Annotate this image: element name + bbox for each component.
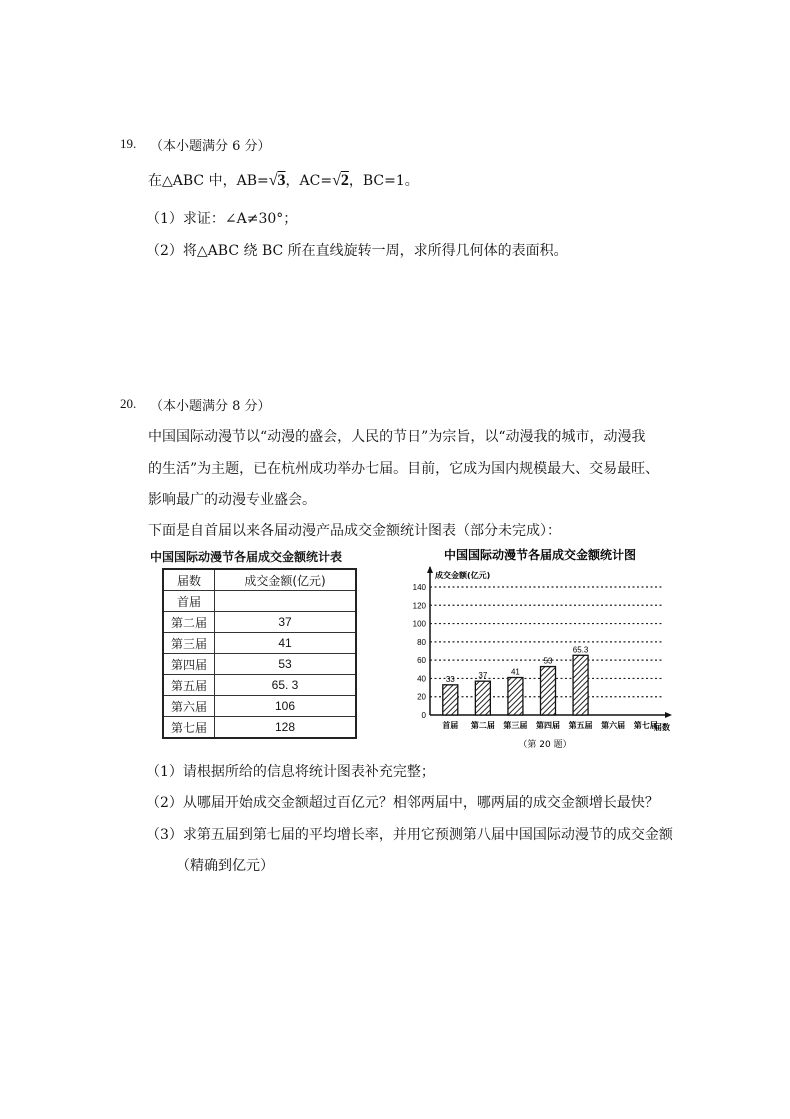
table-cell-session: 首届 xyxy=(163,591,215,612)
chart-title: 中国国际动漫节各届成交金额统计图 xyxy=(443,548,637,562)
q19-part2: （2）将△ABC 绕 BC 所在直线旋转一周，求所得几何体的表面积。 xyxy=(146,243,568,259)
chart-y-tick-label: 60 xyxy=(417,656,426,666)
chart-y-tick-label: 120 xyxy=(412,601,426,611)
table-row xyxy=(163,591,356,612)
table-cell-amount xyxy=(215,591,357,612)
table-row xyxy=(163,612,356,633)
chart-value-label: 33 xyxy=(445,674,455,684)
chart-bar xyxy=(508,678,523,715)
table-cell-amount: 65. 3 xyxy=(215,675,357,696)
q20-part3-line1: （3）求第五届到第七届的平均增长率，并用它预测第八届中国国际动漫节的成交金额 xyxy=(146,827,673,843)
chart-x-tick-label: 第四届 xyxy=(536,721,560,730)
q19-given-suffix: ，BC=1。 xyxy=(348,173,419,189)
table-cell-session: 第六届 xyxy=(163,696,215,717)
chart-bar xyxy=(475,681,490,715)
table-cell-session: 第七届 xyxy=(163,717,215,739)
table-header-cell: 成交金额(亿元) xyxy=(215,569,357,591)
q20-intro-line2: 的生活”为主题，已在杭州成功举办七届。目前，它成为国内规模最大、交易最旺、 xyxy=(148,461,660,477)
table-cell-amount: 37 xyxy=(215,612,357,633)
chart-bar xyxy=(573,655,588,715)
chart-y-tick-label: 100 xyxy=(412,619,426,629)
chart-y-tick-label: 0 xyxy=(421,711,426,720)
table-cell-amount: 128 xyxy=(215,717,357,739)
sqrt3-radicand: 3 xyxy=(277,172,286,189)
table-cell-session: 第三届 xyxy=(163,633,215,654)
q20-intro-line3: 影响最广的动漫专业盛会。 xyxy=(148,492,316,508)
chart-y-tick-label: 80 xyxy=(417,637,426,647)
chart-y-axis-arrow-icon xyxy=(427,566,433,573)
table-title: 中国国际动漫节各届成交金额统计表 xyxy=(150,550,343,564)
table-row xyxy=(163,696,356,717)
table-row xyxy=(163,717,356,739)
q20-header: （本小题满分 8 分） xyxy=(150,399,271,414)
chart-y-tick-label: 20 xyxy=(417,692,426,702)
table-row xyxy=(163,654,356,675)
table-row xyxy=(163,633,356,654)
table-cell-session: 第四届 xyxy=(163,654,215,675)
chart-xlabel: 届数 xyxy=(654,723,670,732)
q19-header: （本小题满分 6 分） xyxy=(150,139,271,154)
sqrt3-expression: √3 xyxy=(268,172,286,189)
q20-part2: （2）从哪届开始成交金额超过百亿元？相邻两届中，哪两届的成交金额增长最快？ xyxy=(146,795,659,811)
table-cell-amount: 53 xyxy=(215,654,357,675)
chart-x-tick-label: 首届 xyxy=(442,721,459,730)
q19-given-prefix: 在△ABC 中，AB= xyxy=(148,173,269,189)
chart-x-tick-label: 第三届 xyxy=(503,721,528,730)
bar-chart-svg xyxy=(400,545,690,755)
table-header-row xyxy=(163,569,356,591)
table-cell-amount: 106 xyxy=(215,696,357,717)
q20-part1: （1）请根据所给的信息将统计图表补充完整； xyxy=(146,764,435,780)
chart-y-tick-label: 40 xyxy=(417,674,426,684)
table-cell-session: 第五届 xyxy=(163,675,215,696)
chart-value-label: 53 xyxy=(543,656,553,666)
chart-x-tick-label: 第七届 xyxy=(633,721,658,730)
chart-x-axis-arrow-icon xyxy=(665,712,672,718)
q19-part1: （1）求证：∠A≠30°； xyxy=(146,211,298,227)
table-cell-session: 第二届 xyxy=(163,612,215,633)
chart-y-tick-label: 140 xyxy=(412,583,426,592)
chart-caption: （第 20 题） xyxy=(518,740,572,750)
chart-value-label: 65.3 xyxy=(572,645,589,655)
chart-x-tick-label: 第六届 xyxy=(601,721,626,730)
chart-x-tick-label: 第五届 xyxy=(568,721,593,730)
q20-part3-line2: （精确到亿元） xyxy=(176,858,274,874)
chart-value-label: 37 xyxy=(478,671,488,681)
q19-given xyxy=(148,170,419,190)
q19-number: 19. xyxy=(120,136,137,151)
q20-intro-line1: 中国国际动漫节以“动漫的盛会，人民的节日”为宗旨，以“动漫我的城市，动漫我 xyxy=(148,429,646,445)
table-cell-amount: 41 xyxy=(215,633,357,654)
table-header-cell: 届数 xyxy=(163,569,215,591)
sqrt2-expression: √2 xyxy=(332,172,349,189)
chart-value-label: 41 xyxy=(510,667,520,677)
chart-bar xyxy=(541,667,556,715)
table-row xyxy=(163,675,356,696)
q19-given-mid: ，AC= xyxy=(285,173,333,189)
stats-table xyxy=(162,568,357,739)
bar-chart xyxy=(400,545,690,755)
chart-ylabel: 成交金额(亿元) xyxy=(435,571,491,580)
q20-number: 20. xyxy=(120,396,137,411)
sqrt2-radicand: 2 xyxy=(340,172,349,189)
chart-x-tick-label: 第二届 xyxy=(470,721,495,730)
chart-bar xyxy=(443,685,458,715)
q20-intro-line4: 下面是自首届以来各届动漫产品成交金额统计图表（部分未完成）： xyxy=(148,523,561,539)
